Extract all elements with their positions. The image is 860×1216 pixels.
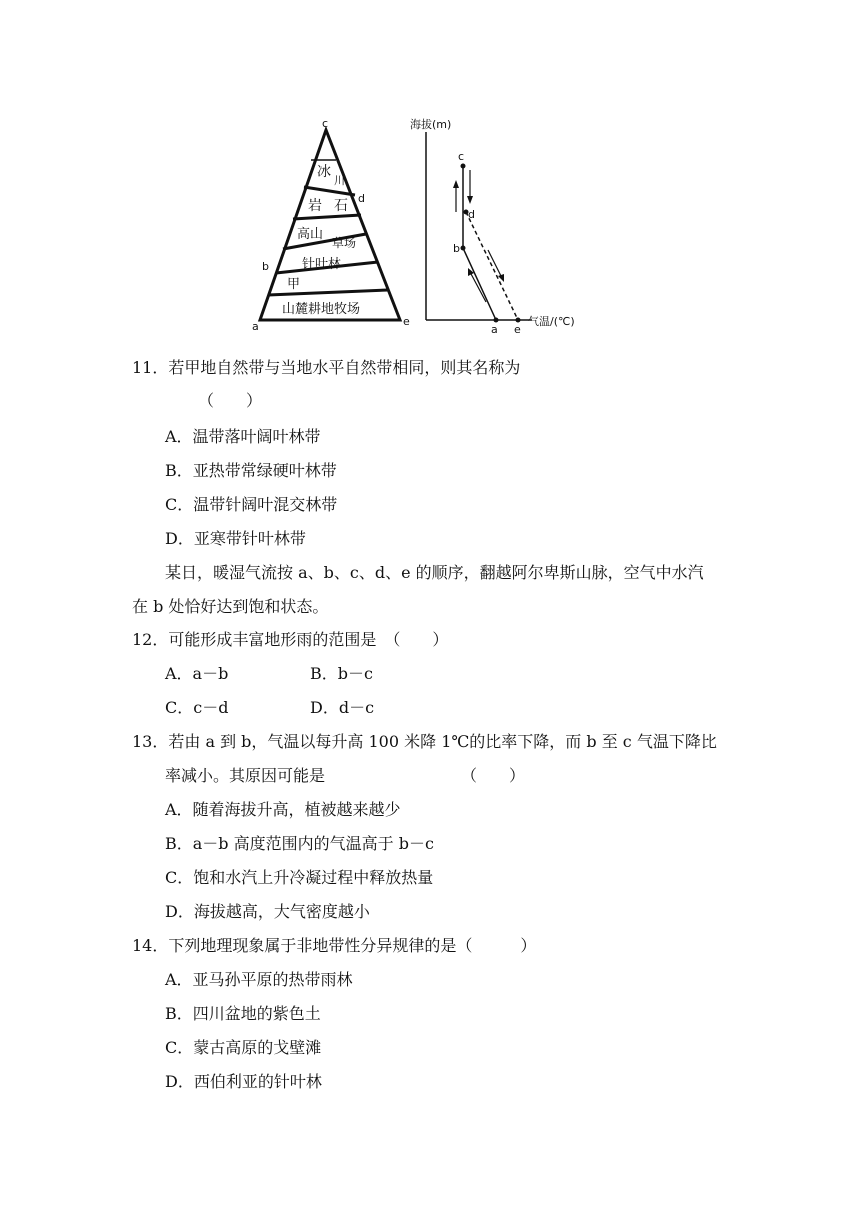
zone-rock-2: 石	[334, 198, 348, 214]
q11-option-b: B．亚热带常绿硬叶林带	[165, 461, 337, 480]
graph-point-a: a	[491, 323, 498, 336]
mountain-point-b: b	[262, 260, 269, 273]
mountain-point-a: a	[252, 320, 259, 333]
q11-option-c: C．温带针阔叶混交林带	[165, 495, 338, 514]
graph-lines	[453, 164, 521, 323]
graph-axes	[426, 132, 532, 320]
q11-answer-paren: （ ）	[198, 391, 263, 410]
q13-option-b: B．a－b 高度范围内的气温高于 b－c	[165, 834, 434, 853]
q13-stem-1: 13．若由 a 到 b，气温以每升高 100 米降 1℃的比率下降，而 b 至 c 气温下降比	[132, 732, 717, 751]
mountain-point-d: d	[358, 192, 365, 205]
zone-meadow-2: 草场	[332, 236, 357, 250]
q13-option-d: D．海拔越高，大气密度越小	[165, 902, 370, 921]
graph-point-e: e	[514, 323, 521, 336]
q11-option-a: A．温带落叶阔叶林带	[165, 427, 321, 446]
q12-option-a: A．a－b	[165, 664, 229, 683]
q14-stem: 14．下列地理现象属于非地带性分异规律的是（ ）	[132, 936, 537, 955]
graph-x-label: 气温/(℃)	[528, 315, 575, 328]
q11-option-d: D．亚寒带针叶林带	[165, 529, 306, 548]
zone-meadow-1: 高山	[297, 227, 324, 242]
q11-stem: 11．若甲地自然带与当地水平自然带相同，则其名称为	[132, 358, 521, 377]
q14-option-c: C．蒙古高原的戈壁滩	[165, 1038, 322, 1057]
q13-stem-2: 率减小。其原因可能是 （ ）	[165, 766, 526, 785]
zone-rock-1: 岩	[308, 198, 322, 214]
q12-stem: 12．可能形成丰富地形雨的范围是 （ ）	[132, 630, 449, 649]
q13-option-a: A．随着海拔升高，植被越来越少	[165, 800, 401, 819]
mountain-point-e: e	[403, 315, 410, 328]
zone-glacier-1: 冰	[317, 164, 331, 180]
zone-base: 山麓耕地牧场	[282, 302, 361, 317]
zone-jia: 甲	[287, 277, 301, 292]
q12-option-d: D．d－c	[310, 698, 375, 717]
figure	[248, 112, 588, 338]
graph-point-d: d	[468, 208, 475, 221]
graph-point-b: b	[453, 242, 460, 255]
q13-option-c: C．饱和水汽上升冷凝过程中释放热量	[165, 868, 434, 887]
graph-point-c: c	[458, 150, 465, 163]
mountain-profile	[260, 130, 400, 320]
mountain-point-c: c	[322, 117, 329, 130]
context-line-1: 某日，暖湿气流按 a、b、c、d、e 的顺序，翻越阿尔卑斯山脉，空气中水汽	[165, 563, 704, 582]
zone-conifer: 针叶林	[302, 257, 342, 272]
graph-y-label: 海拔(m)	[410, 118, 452, 131]
mountain-temperature-diagram	[248, 112, 588, 338]
zone-glacier-2: 川	[334, 174, 345, 187]
context-line-2: 在 b 处恰好达到饱和状态。	[132, 597, 329, 616]
q14-option-b: B．四川盆地的紫色土	[165, 1004, 321, 1023]
q12-option-c: C．c－d	[165, 698, 229, 717]
q14-option-d: D．西伯利亚的针叶林	[165, 1072, 322, 1091]
q12-option-b: B．b－c	[310, 664, 373, 683]
q14-option-a: A．亚马孙平原的热带雨林	[165, 970, 353, 989]
